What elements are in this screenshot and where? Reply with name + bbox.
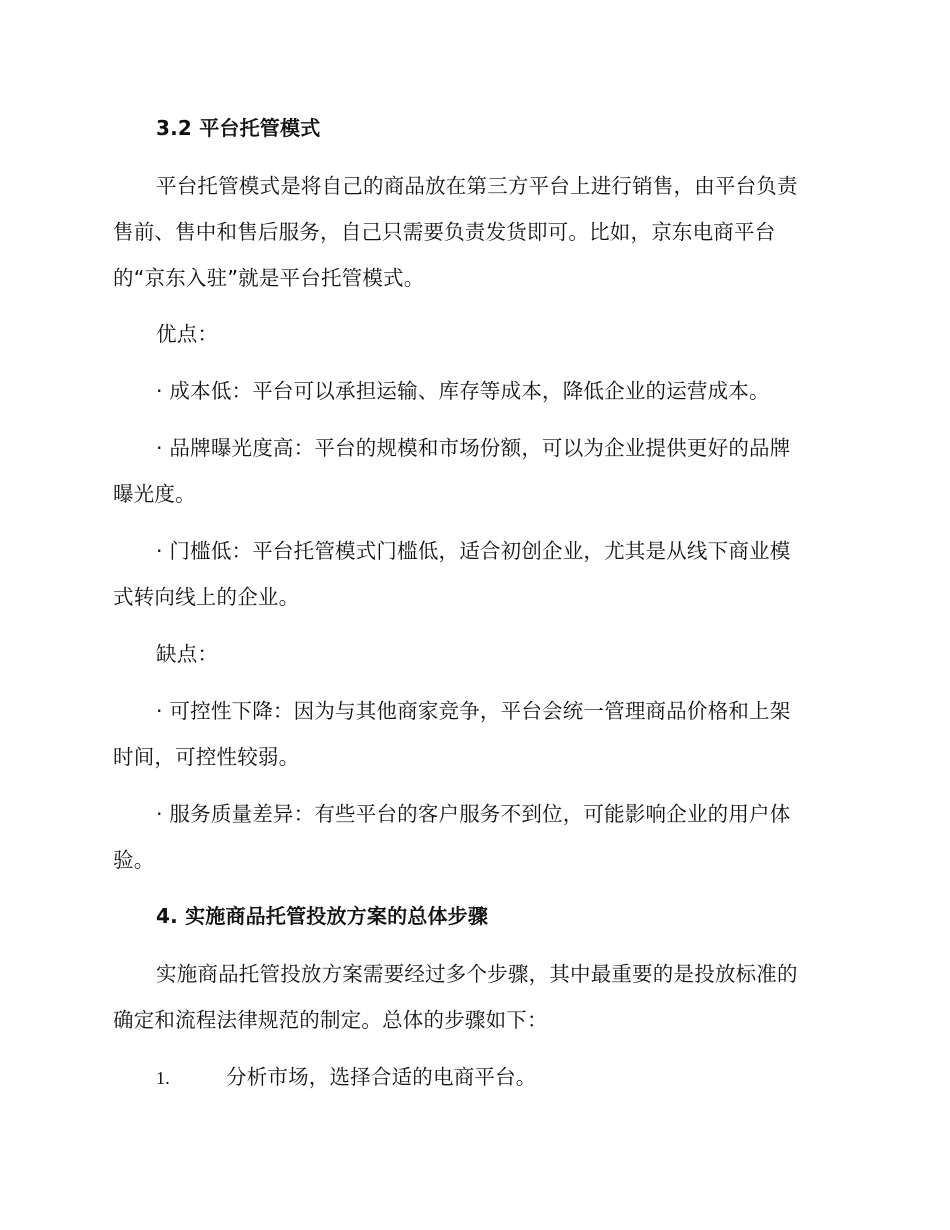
pros-item-continuation: 式转向线上的企业。 <box>113 585 300 609</box>
pros-item-continuation: 曝光度。 <box>113 482 196 506</box>
pros-item: · 门槛低：平台托管模式门槛低，适合初创企业，尤其是从线下商业模 <box>156 539 791 563</box>
cons-label: 缺点： <box>156 642 219 666</box>
paragraph-line: 的“京东入驻”就是平台托管模式。 <box>113 266 425 290</box>
step-text: 分析市场，选择合适的电商平台。 <box>226 1065 537 1089</box>
paragraph-line: 确定和流程法律规范的制定。总体的步骤如下： <box>113 1008 548 1032</box>
paragraph-line: 平台托管模式是将自己的商品放在第三方平台上进行销售，由平台负责 <box>156 174 798 198</box>
cons-item-continuation: 时间，可控性较弱。 <box>113 745 300 769</box>
paragraph-line: 售前、售中和售后服务，自己只需要负责发货即可。比如，京东电商平台 <box>113 220 776 244</box>
cons-item: · 可控性下降：因为与其他商家竞争，平台会统一管理商品价格和上架 <box>156 699 791 723</box>
section-heading-4: 4. 实施商品托管投放方案的总体步骤 <box>156 904 489 928</box>
pros-label: 优点： <box>156 322 219 346</box>
pros-item: · 成本低：平台可以承担运输、库存等成本，降低企业的运营成本。 <box>156 379 770 403</box>
section-heading-3-2: 3.2 平台托管模式 <box>156 116 321 140</box>
cons-item-continuation: 验。 <box>113 848 155 872</box>
cons-item: · 服务质量差异：有些平台的客户服务不到位，可能影响企业的用户体 <box>156 802 791 826</box>
pros-item: · 品牌曝光度高：平台的规模和市场份额，可以为企业提供更好的品牌 <box>156 436 791 460</box>
paragraph-line: 实施商品托管投放方案需要经过多个步骤，其中最重要的是投放标准的 <box>156 962 798 986</box>
step-number: 1. <box>156 1068 170 1088</box>
